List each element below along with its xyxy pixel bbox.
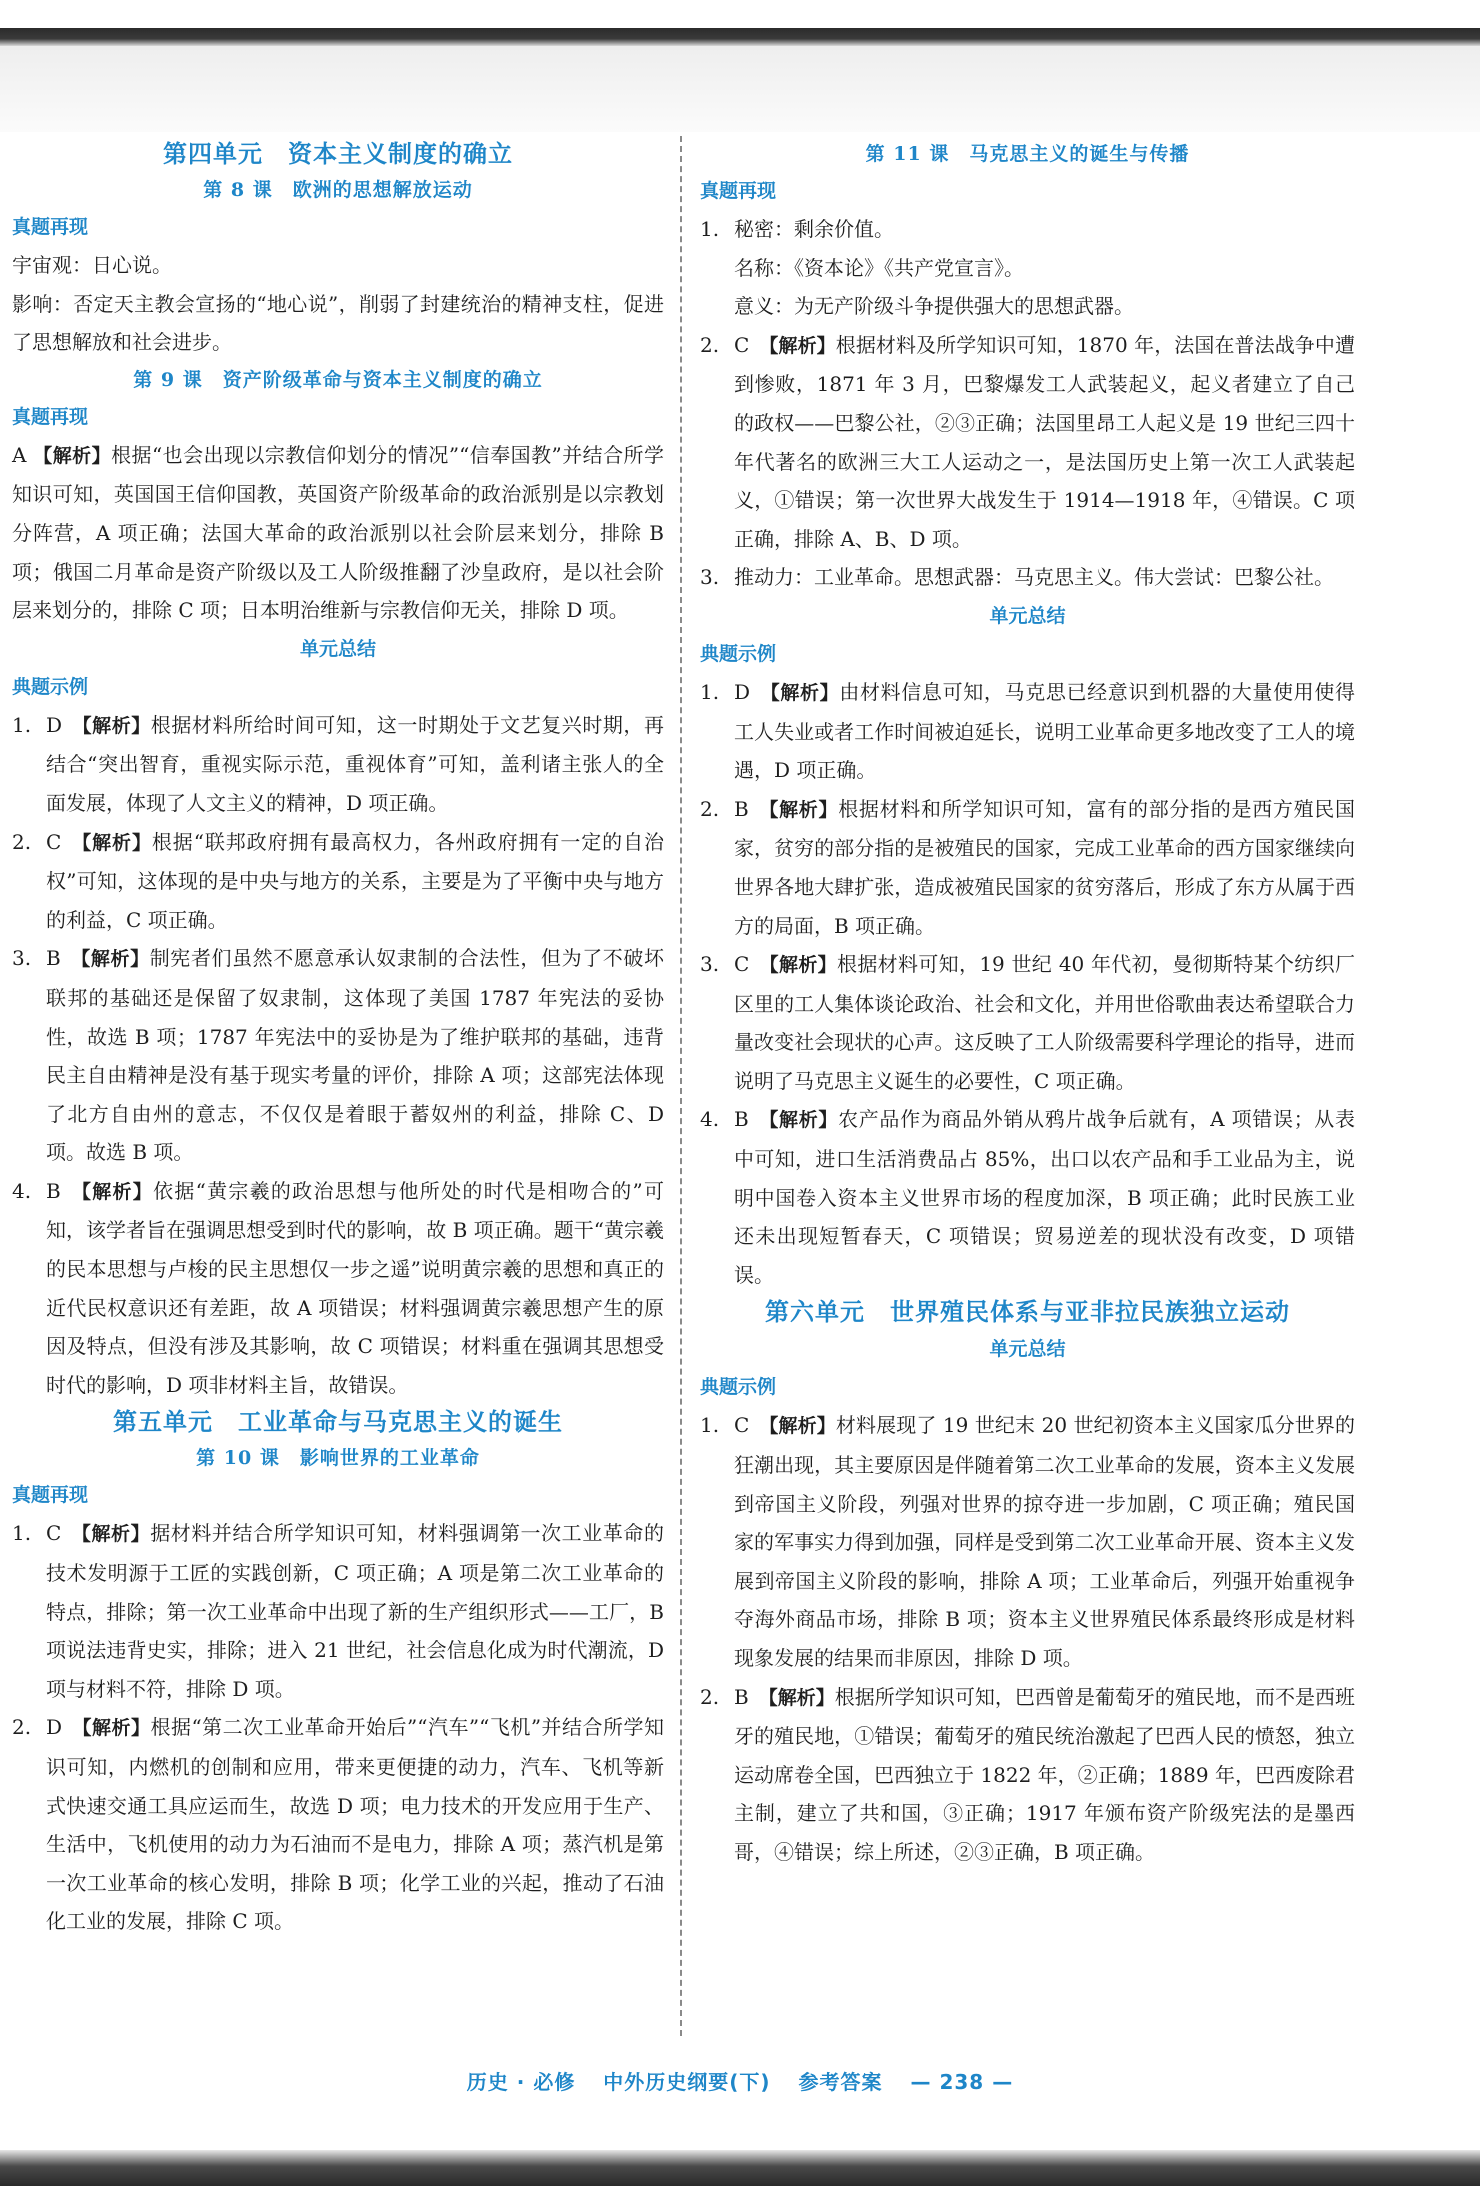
lesson-8-title: 第 8 课 欧洲的思想解放运动 [203,179,473,201]
answer-letter: C [734,1413,750,1438]
section-dianti: 典题示例 [12,675,89,698]
unit-summary-label: 单元总结 [989,1338,1066,1361]
right-column [700,136,1355,1872]
section-zhenti: 真题再现 [700,180,777,202]
list-item [700,210,1355,249]
page-number: — 238 — [910,2070,1014,2094]
section-zhenti: 真题再现 [12,1484,89,1507]
item-number: 3. [12,946,32,971]
answer-text: 根据材料及所学知识可知，1870 年，法国在普法战争中遭到惨败，1871 年 3 月，巴黎爆发工人武装起义，起义者建立了自己的政权——巴黎公社，②③正确；法国里昂工人起义是 19 世纪三四十年代著名的欧洲三大工人运动之一，是法国历史上第一次工人武装起义，①错误；第一次世界大战发生于 1914—1918 年，④错误。C 项正确，排除 A、B、D 项。 [734,332,1355,551]
list-item [700,790,1355,945]
answer-letter: B [734,1684,749,1709]
answer-letter: C [46,1521,62,1546]
answer-text: 根据“联邦政府拥有最高权力，各州政府拥有一定的自治权”可知，这体现的是中央与地方的关系，主要是为了平衡中央与地方的利益，C 项正确。 [46,829,664,932]
answer-letter: A [12,442,27,467]
section-zhenti: 真题再现 [12,405,89,428]
scan-top-shadow [0,46,1480,132]
item-number: 1. [700,217,720,241]
unit-summary-label: 单元总结 [989,604,1066,627]
answer-text: 根据“也会出现以宗教信仰划分的情况”“信奉国教”并结合所学知识可知，英国国王信仰国教，英国资产阶级革命的政治派别是以宗教划分阵营，A 项正确；法国大革命的政治派别以社会阶层来划分，排除 B 项；俄国二月革命是资产阶级以及工人阶级推翻了沙皇政府，是以社会阶层来划分的，排除 C 项；日本明治维新与宗教信仰无关，排除 D 项。 [12,442,664,623]
list-item [700,945,1355,1100]
lesson-9-title: 第 9 课 资产阶级革命与资本主义制度的确立 [133,368,543,391]
list-item [700,558,1355,597]
lesson-8-line-2: 影响：否定天主教会宣扬的“地心说”，削弱了封建统治的精神支柱，促进了思想解放和社会进步。 [12,291,664,355]
jiexi-tag: 【解析】 [758,798,839,821]
answer-text: 据材料并结合所学知识可知，材料强调第一次工业革命的技术发明源于工匠的实践创新，C 项正确；A 项是第二次工业革命的特点，排除；第一次工业革命中出现了新的生产组织形式——工厂，B 项说法违背史实，排除；进入 21 世纪，社会信息化成为时代潮流，D 项与材料不符，排除 D 项。 [46,1521,664,1701]
answer-letter: B [46,1178,61,1203]
answer-letter: C [734,952,750,977]
item-number: 1. [12,1521,32,1546]
jiexi-tag: 【解析】 [72,714,151,737]
jiexi-tag: 【解析】 [33,444,112,467]
list-item [700,1406,1355,1677]
item-number: 4. [12,1178,32,1203]
answer-text: 农产品作为商品外销从鸦片战争后就有，A 项错误；从表中可知，进口生活消费品占 85%，出口以农产品和手工业品为主，说明中国卷入资本主义世界市场的程度加深，B 项正确；此时民族工业还未出现短暂春天，C 项错误；贸易逆差的现状没有改变，D 项错误。 [734,1107,1355,1287]
answer-letter: D [734,679,751,704]
unit-summary-label: 单元总结 [299,637,376,660]
section-dianti: 典题示例 [700,642,777,665]
scan-bottom-edge [0,2150,1480,2186]
section-dianti: 典题示例 [700,1376,777,1399]
answer-text: 制宪者们虽然不愿意承认奴隶制的合法性，但为了不破坏联邦的基础还是保留了奴隶制，这体现了美国 1787 年宪法的妥协性，故选 B 项；1787 年宪法中的妥协是为了维护联邦的基础，违背民主自由精神是没有基于现实考量的评价，排除 A 项；这部宪法体现了北方自由州的意志，不仅仅是着眼于蓄奴州的利益，排除 C、D 项。故选 B 项。 [46,946,664,1165]
jiexi-tag: 【解析】 [70,948,150,971]
list-item [12,706,664,823]
answer-text: 由材料信息可知，马克思已经意识到机器的大量使用使得工人失业或者工作时间被迫延长，说明工业革命更多地改变了工人的境遇，D 项正确。 [734,679,1355,783]
list-item [700,1678,1355,1872]
unit-6-title: 第六单元 世界殖民体系与亚非拉民族独立运动 [765,1297,1290,1327]
column-divider [680,136,682,2036]
list-item [700,673,1355,790]
jiexi-tag: 【解析】 [70,1180,154,1203]
footer-section: 参考答案 [798,2070,883,2094]
list-item [700,1100,1355,1294]
item-number: 1. [700,1413,720,1438]
jiexi-tag: 【解析】 [759,1415,836,1438]
list-item [12,1172,664,1405]
jiexi-tag: 【解析】 [72,1717,151,1740]
unit-5-title: 第五单元 工业革命与马克思主义的诞生 [113,1407,563,1437]
lesson-8-line-1: 宇宙观：日心说。 [12,253,172,277]
item-number: 2. [700,1684,720,1709]
answer-text: 根据材料可知，19 世纪 40 年代初，曼彻斯特某个纺织厂区里的工人集体谈论政治、社会和文化，并用世俗歌曲表达希望联合力量改变社会现状的心声。这反映了工人阶级需要科学理论的指导，进而说明了马克思主义诞生的必要性，C 项正确。 [734,952,1355,1093]
jiexi-tag: 【解析】 [758,1109,839,1132]
answer-line: 名称：《资本论》《共产党宣言》。 [734,255,1024,280]
item-number: 2. [12,829,32,854]
answer-text: 依据“黄宗羲的政治思想与他所处的时代是相吻合的”可知，该学者旨在强调思想受到时代的影响，故 B 项正确。题干“黄宗羲的民本思想与卢梭的民主思想仅一步之遥”说明黄宗羲的思想和真正的近代民权意识还有差距，故 A 项错误；材料强调黄宗羲思想产生的原因及特点，但没有涉及其影响，故 C 项错误；材料重在强调其思想受时代的影响，D 项非材料主旨，故错误。 [46,1178,664,1397]
jiexi-tag: 【解析】 [71,1523,151,1546]
answer-text: 根据所学知识可知，巴西曾是葡萄牙的殖民地，而不是西班牙的殖民地，①错误；葡萄牙的殖民统治激起了巴西人民的愤怒，独立运动席卷全国，巴西独立于 1822 年，②正确；1889 年，巴西废除君主制，建立了共和国，③正确；1917 年颁布资产阶级宪法的是墨西哥，④错误；综上所述，②③正确，B 项正确。 [734,1684,1355,1864]
list-item [12,939,664,1172]
footer-book: 中外历史纲要(下) [603,2070,771,2094]
item-number: 3. [700,565,720,590]
list-item [12,823,664,940]
lesson-9-answer [12,436,664,630]
list-item [700,326,1355,559]
answer-letter: D [46,1715,63,1740]
jiexi-tag: 【解析】 [760,681,840,704]
answer-letter: B [734,1107,749,1132]
page-footer [0,2066,1480,2095]
item-number: 2. [12,1715,32,1740]
answer-letter: C [734,332,750,357]
answer-text: 推动力：工业革命。思想武器：马克思主义。伟大尝试：巴黎公社。 [734,565,1334,590]
item-number: 1. [700,679,720,704]
answer-text: 根据“第二次工业革命开始后”“汽车”“飞机”并结合所学知识可知，内燃机的创制和应用，带来更便捷的动力，汽车、飞机等新式快速交通工具应运而生，故选 D 项；电力技术的开发应用于生产、生活中，飞机使用的动力为石油而不是电力，排除 A 项；蒸汽机是第一次工业革命的核心发明，排除 B 项；化学工业的兴起，推动了石油化工业的发展，排除 C 项。 [46,1715,664,1934]
answer-letter: B [46,946,61,971]
item-number: 1. [12,712,32,737]
answer-letter: C [46,829,62,854]
answer-letter: B [734,796,749,821]
footer-subject: 历史 · 必修 [466,2070,576,2094]
section-zhenti: 真题再现 [12,216,89,238]
jiexi-tag: 【解析】 [759,334,836,357]
answer-text: 材料展现了 19 世纪末 20 世纪初资本主义国家瓜分世界的狂潮出现，其主要原因是伴随着第二次工业革命的发展，资本主义发展到帝国主义阶段，列强对世界的掠夺进一步加剧，C 项正确；殖民国家的军事实力得到加强，同样是受到第二次工业革命开展、资本主义发展到帝国主义阶段的影响，排除 A 项；工业革命后，列强开始重视争夺海外商品市场，排除 B 项；资本主义世界殖民体系最终形成是材料现象发展的结果而非原因，排除 D 项。 [734,1413,1355,1670]
jiexi-tag: 【解析】 [71,831,152,854]
left-column [12,136,664,1941]
jiexi-tag: 【解析】 [758,1686,835,1709]
item-number: 4. [700,1107,720,1132]
item-number: 2. [700,796,720,821]
scan-top-edge [0,28,1480,46]
answer-line: 意义：为无产阶级斗争提供强大的思想武器。 [734,294,1134,319]
answer-text: 根据材料所给时间可知，这一时期处于文艺复兴时期，再结合“突出智育，重视实际示范，重视体育”可知，盖利诸主张人的全面发展，体现了人文主义的精神，D 项正确。 [46,712,664,815]
item-number: 2. [700,332,720,357]
answer-text: 根据材料和所学知识可知，富有的部分指的是西方殖民国家，贫穷的部分指的是被殖民的国家，完成工业革命的西方国家继续向世界各地大肆扩张，造成被殖民国家的贫穷落后，形成了东方从属于西方的局面，B 项正确。 [734,796,1355,938]
lesson-11-title: 第 11 课 马克思主义的诞生与传播 [865,143,1190,165]
list-item [12,1514,664,1708]
answer-letter: D [46,712,63,737]
item-number: 3. [700,952,720,977]
lesson-10-title: 第 10 课 影响世界的工业革命 [196,1447,480,1470]
jiexi-tag: 【解析】 [759,954,837,977]
answer-text: 秘密：剩余价值。 [734,217,894,241]
list-item [12,1708,664,1941]
unit-4-title: 第四单元 资本主义制度的确立 [163,139,513,168]
